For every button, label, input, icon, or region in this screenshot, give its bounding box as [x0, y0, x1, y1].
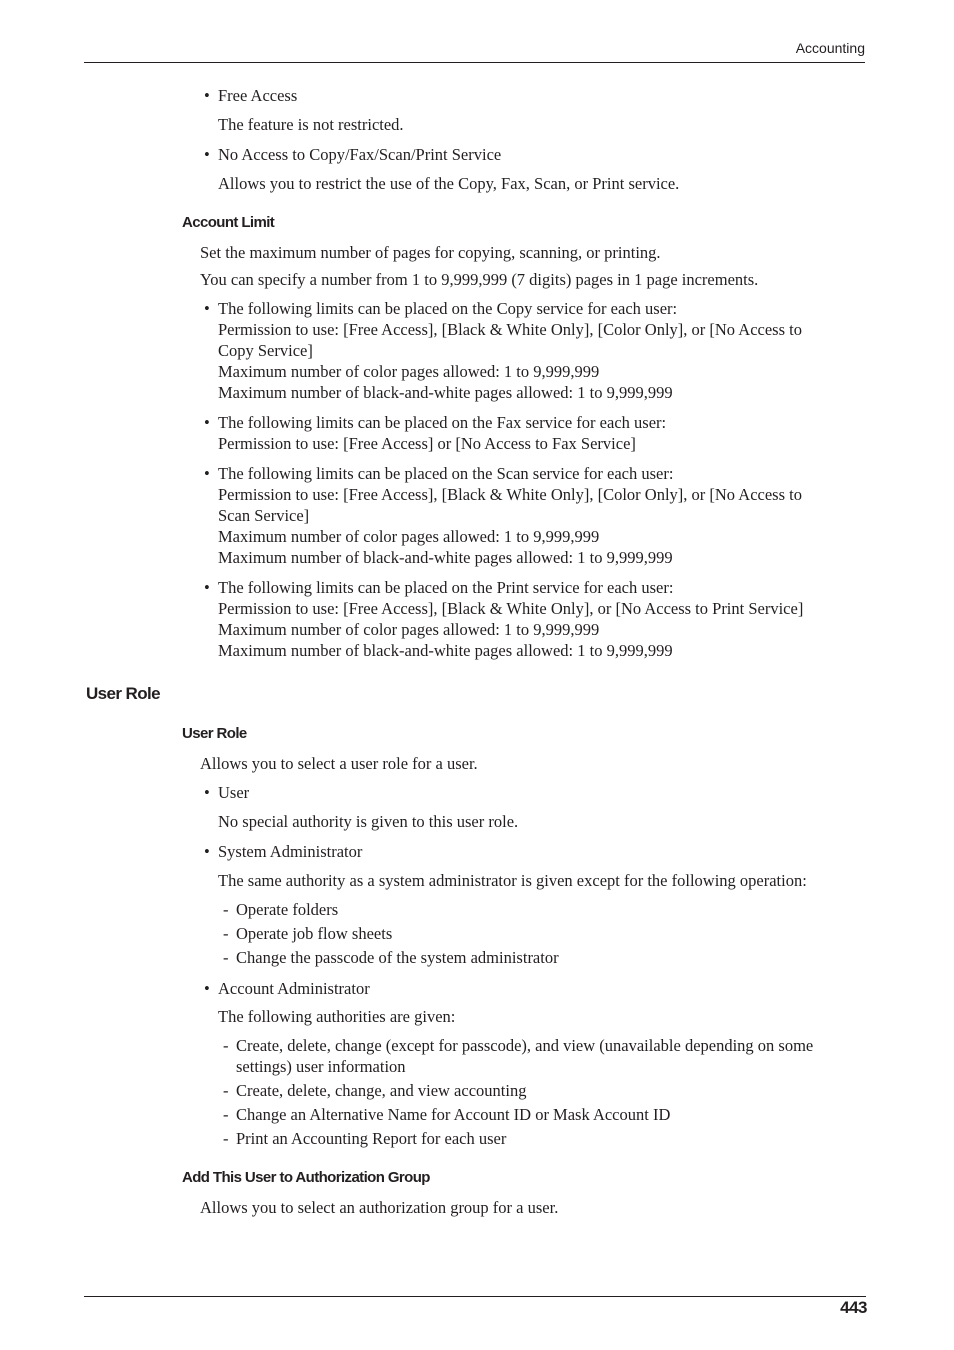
role-description: No special authority is given to this user role. — [218, 812, 519, 831]
dash-marker: - — [223, 1036, 229, 1055]
dash-marker: - — [223, 1081, 229, 1100]
bullet-icon: • — [204, 842, 210, 861]
option-label: No Access to Copy/Fax/Scan/Print Service — [218, 145, 502, 164]
sub-list-item — [223, 1035, 814, 1077]
sub-list-item — [223, 899, 339, 920]
dash-marker: - — [223, 1105, 229, 1124]
bullet-icon: • — [204, 979, 210, 998]
list-item-user — [204, 782, 250, 803]
text-line: Scan Service] — [218, 506, 310, 525]
sub-list-item — [223, 923, 393, 944]
text-line: Change an Alternative Name for Account ID or Mask Account ID — [236, 1105, 671, 1124]
text-line: Change the passcode of the system administrator — [236, 948, 559, 967]
text-line: Maximum number of color pages allowed: 1 to 9,999,999 — [218, 362, 600, 381]
text-line: Maximum number of black-and-white pages allowed: 1 to 9,999,999 — [218, 641, 673, 660]
text-line: Permission to use: [Free Access] or [No Access to Fax Service] — [218, 434, 636, 453]
text-line: Permission to use: [Free Access], [Black & White Only], [Color Only], or [No Access to — [218, 485, 802, 504]
sub-list-item — [223, 1104, 671, 1125]
text-line: Copy Service] — [218, 341, 313, 360]
bullet-icon: • — [204, 783, 210, 802]
bullet-icon: • — [204, 86, 210, 105]
bullet-icon: • — [204, 413, 210, 432]
text-line: Maximum number of black-and-white pages allowed: 1 to 9,999,999 — [218, 548, 673, 567]
paragraph: Allows you to select an authorization group for a user. — [200, 1198, 559, 1217]
dash-marker: - — [223, 1129, 229, 1148]
text-line: Create, delete, change (except for passcode), and view (unavailable depending on some — [236, 1036, 814, 1055]
list-item-free-access — [204, 85, 298, 106]
text-line: The following limits can be placed on the Copy service for each user: — [218, 299, 678, 318]
text-line: Maximum number of color pages allowed: 1 to 9,999,999 — [218, 527, 600, 546]
option-description: The feature is not restricted. — [218, 115, 404, 134]
dash-marker: - — [223, 948, 229, 967]
paragraph: Set the maximum number of pages for copying, scanning, or printing. — [200, 243, 661, 262]
text-line: Print an Accounting Report for each user — [236, 1129, 507, 1148]
text-line: Maximum number of color pages allowed: 1 to 9,999,999 — [218, 620, 600, 639]
text-line: Operate folders — [236, 900, 339, 919]
dash-marker: - — [223, 900, 229, 919]
sub-list-item — [223, 1080, 527, 1101]
role-description: The same authority as a system administrator is given except for the following operation: — [218, 871, 807, 890]
list-item-system-administrator — [204, 841, 363, 862]
paragraph: Allows you to select a user role for a user. — [200, 754, 478, 773]
sub-list-item — [223, 1128, 507, 1149]
list-item-account-administrator — [204, 978, 370, 999]
heading-user-role: User Role — [182, 725, 247, 742]
heading-authorization-group: Add This User to Authorization Group — [182, 1169, 430, 1186]
header-rule — [84, 62, 865, 63]
list-item-fax-limits — [204, 412, 667, 454]
list-item-no-access — [204, 144, 502, 165]
list-item-copy-limits — [204, 298, 802, 403]
text-line: Permission to use: [Free Access], [Black & White Only], [Color Only], or [No Access to — [218, 320, 802, 339]
list-item-print-limits — [204, 577, 804, 661]
page-number: 443 — [840, 1298, 867, 1317]
dash-marker: - — [223, 924, 229, 943]
text-line: The following limits can be placed on the Fax service for each user: — [218, 413, 667, 432]
running-header-title: Accounting — [795, 40, 865, 56]
text-line: The following limits can be placed on the Scan service for each user: — [218, 464, 674, 483]
role-label: System Administrator — [218, 842, 363, 861]
heading-account-limit: Account Limit — [182, 214, 275, 231]
bullet-icon: • — [204, 578, 210, 597]
text-line: The following limits can be placed on the Print service for each user: — [218, 578, 674, 597]
text-line: Operate job flow sheets — [236, 924, 393, 943]
option-description: Allows you to restrict the use of the Copy, Fax, Scan, or Print service. — [218, 174, 680, 193]
list-item-scan-limits — [204, 463, 802, 568]
heading-user-role-section: User Role — [86, 684, 160, 703]
role-label: User — [218, 783, 250, 802]
text-line: Create, delete, change, and view accounting — [236, 1081, 527, 1100]
option-label: Free Access — [218, 86, 298, 105]
sub-list-item — [223, 947, 559, 968]
bullet-icon: • — [204, 145, 210, 164]
text-line: Permission to use: [Free Access], [Black & White Only], or [No Access to Print Service] — [218, 599, 804, 618]
role-description: The following authorities are given: — [218, 1007, 456, 1026]
footer-rule — [84, 1296, 866, 1297]
text-line: Maximum number of black-and-white pages allowed: 1 to 9,999,999 — [218, 383, 673, 402]
text-line: settings) user information — [236, 1057, 406, 1076]
bullet-icon: • — [204, 464, 210, 483]
role-label: Account Administrator — [218, 979, 370, 998]
bullet-icon: • — [204, 299, 210, 318]
paragraph: You can specify a number from 1 to 9,999,999 (7 digits) pages in 1 page increments. — [200, 270, 759, 289]
